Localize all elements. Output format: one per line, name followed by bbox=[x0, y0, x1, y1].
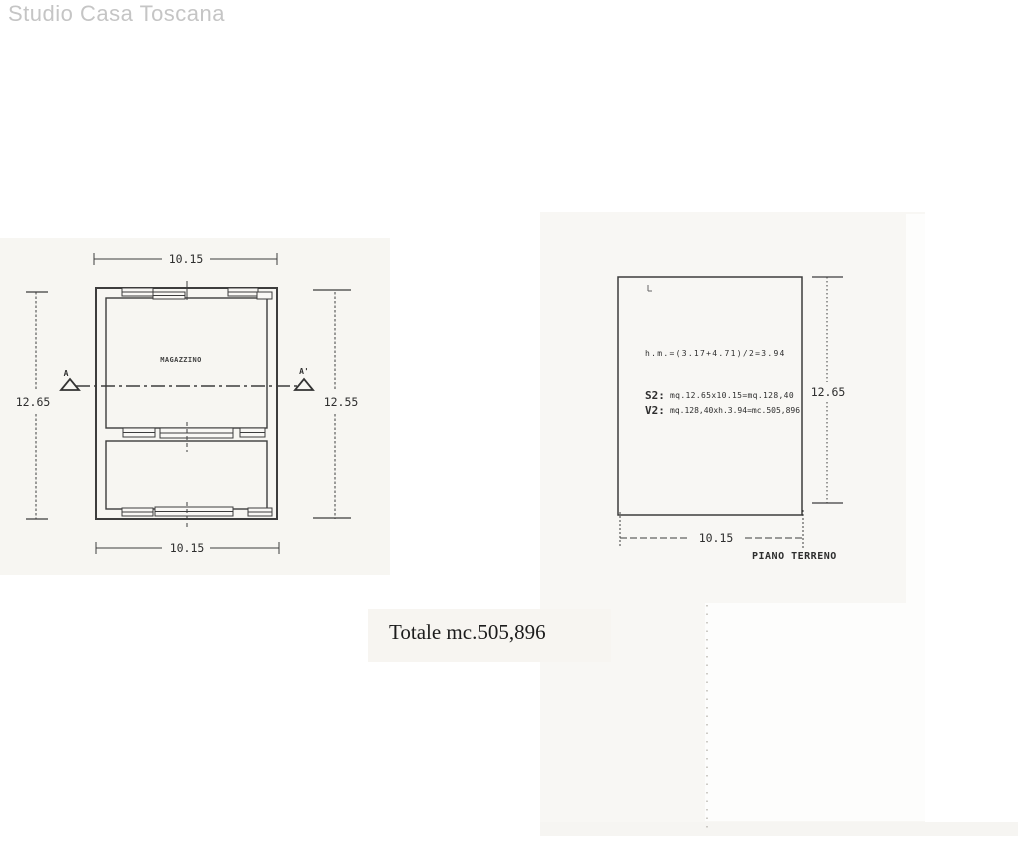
room-label-magazzino: MAGAZZINO bbox=[160, 356, 202, 364]
scan-bottom-strip bbox=[540, 822, 1018, 836]
section-label-right: A' bbox=[299, 367, 309, 376]
watermark-studio-casa-toscana: Studio Casa Toscana bbox=[8, 1, 226, 26]
volume-dim-bottom-label: 10.15 bbox=[698, 531, 734, 545]
volume-dim-right-label: 12.65 bbox=[810, 385, 846, 399]
caption-piano-terreno: PIANO TERRENO bbox=[752, 551, 837, 562]
s2-label: S2: bbox=[645, 389, 665, 402]
section-arrow-left bbox=[61, 379, 79, 390]
volume-diagram bbox=[540, 210, 925, 610]
v2-formula: mq.128,40xh.3.94=mc.505,896 bbox=[670, 406, 801, 415]
corner-mark bbox=[648, 285, 652, 291]
total-volume-text: Totale mc.505,896 bbox=[389, 620, 546, 644]
height-formula: h.m.=(3.17+4.71)/2=3.94 bbox=[645, 349, 786, 358]
building-walls bbox=[96, 288, 277, 519]
windows-middle-wall bbox=[123, 422, 265, 452]
section-line-AA bbox=[61, 367, 313, 390]
dimension-top bbox=[94, 252, 277, 266]
dimension-bottom-label: 10.15 bbox=[169, 541, 205, 555]
v2-label: V2: bbox=[645, 404, 665, 417]
fold-line bbox=[700, 600, 714, 835]
dimension-left-label: 12.65 bbox=[15, 395, 51, 409]
section-arrow-right bbox=[295, 379, 313, 390]
dimension-top-label: 10.15 bbox=[168, 252, 204, 266]
dimension-right-label: 12.55 bbox=[323, 395, 359, 409]
dimension-right bbox=[313, 290, 358, 519]
floor-plan-drawing bbox=[0, 240, 390, 572]
windows-bottom-wall bbox=[122, 502, 272, 530]
windows-top-wall bbox=[122, 281, 272, 300]
section-label-left: A bbox=[63, 369, 69, 378]
s2-formula: mq.12.65x10.15=mq.128,40 bbox=[670, 391, 794, 400]
scan-white-block bbox=[705, 603, 925, 821]
dimension-left bbox=[16, 292, 51, 519]
volume-dimension-right bbox=[811, 277, 846, 503]
dimension-bottom bbox=[96, 541, 279, 555]
